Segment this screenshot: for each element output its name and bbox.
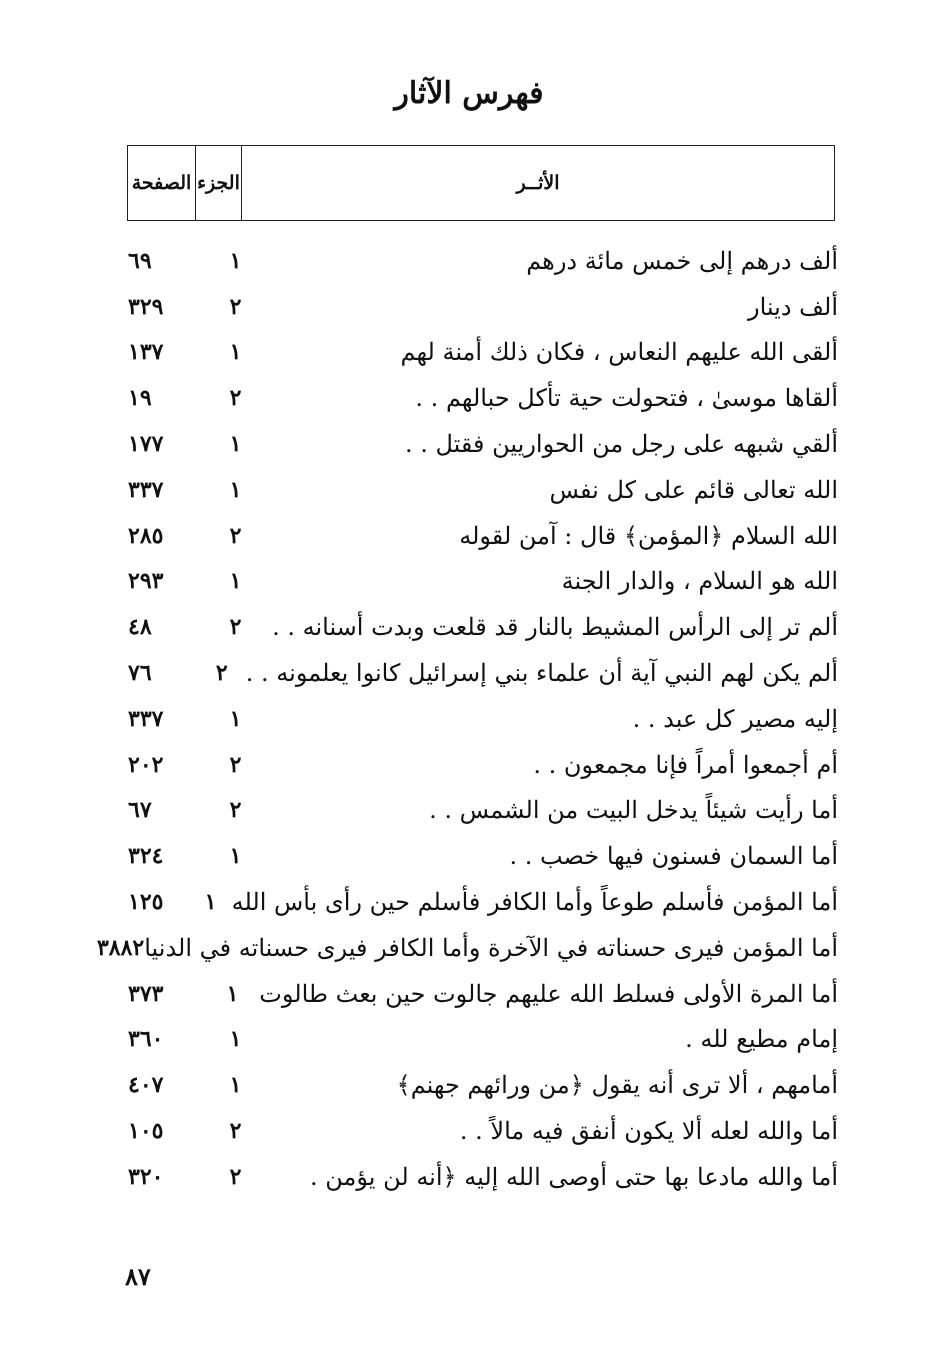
athar-text: ألم يكن لهم النبي آية أن علماء بني إسرائيل كانوا يعلمونه . .: [245, 659, 838, 688]
athar-page: ٣٨٨: [96, 934, 133, 961]
athar-part: ١: [229, 247, 242, 274]
table-row: [120, 1062, 838, 1108]
athar-page: ٢٩٣: [128, 568, 164, 595]
athar-page: ٣٣٧: [128, 705, 164, 732]
athar-part: ١: [229, 1026, 242, 1053]
athar-page: ٣٦٠: [128, 1026, 164, 1053]
athar-part: ١: [229, 339, 242, 366]
header-athar: الأثــر: [516, 172, 560, 194]
table-row: [120, 1017, 838, 1063]
athar-part: ٢: [229, 385, 242, 412]
athar-page: ٢٨٥: [128, 522, 164, 549]
athar-page: ١٧٧: [128, 431, 164, 458]
athar-part: ٢: [229, 293, 242, 320]
athar-text: أما والله لعله ألا يكون أنفق فيه مالاً . .: [459, 1117, 838, 1146]
athar-text: ألقاها موسىٰ ، فتحولت حية تأكل حبالهم . .: [415, 384, 838, 413]
athar-text: الله تعالى قائم على كل نفس: [549, 475, 838, 504]
table-row: [120, 513, 838, 559]
athar-text: ألقى الله عليهم النعاس ، فكان ذلك أمنة لهم: [400, 338, 838, 367]
athar-text: ألف درهم إلى خمس مائة درهم: [526, 246, 838, 275]
athar-page: ١٣٧: [128, 339, 164, 366]
athar-part: ١: [229, 431, 242, 458]
table-row: [120, 1154, 838, 1200]
table-row: [120, 879, 838, 925]
athar-part: ١: [226, 980, 239, 1007]
athar-part: ٢: [132, 934, 145, 961]
athar-page: ٣٢٠: [128, 1163, 164, 1190]
athar-text: إليه مصير كل عبد . .: [632, 704, 838, 733]
athar-text: أما المؤمن فأسلم طوعاً وأما الكافر فأسلم حين رأى بأس الله: [231, 888, 838, 917]
athar-part: ١: [204, 889, 217, 916]
header-page: الصفحة: [131, 172, 192, 194]
page-number: ٨٧: [125, 1262, 151, 1291]
table-row: [120, 742, 838, 788]
athar-page: ٦٩: [128, 247, 152, 274]
table-row: [96, 925, 838, 971]
athar-part: ١: [229, 1072, 242, 1099]
athar-part: ١: [229, 568, 242, 595]
athar-text: الله هو السلام ، والدار الجنة: [561, 567, 838, 596]
athar-page: ٣٧٣: [128, 980, 164, 1007]
athar-page: ٣٢٩: [128, 293, 164, 320]
athar-page: ٦٧: [128, 797, 152, 824]
athar-page: ٤٠٧: [128, 1072, 164, 1099]
athar-text: إمام مطيع لله .: [685, 1025, 838, 1054]
table-row: [120, 375, 838, 421]
athar-part: ٢: [229, 1163, 242, 1190]
athar-page: ٢٠٢: [128, 751, 164, 778]
athar-part: ٢: [229, 751, 242, 778]
athar-part: ٢: [229, 1118, 242, 1145]
athar-page: ١٠٥: [128, 1118, 164, 1145]
athar-text: ألم تر إلى الرأس المشيط بالنار قد قلعت وبدت أسنانه . .: [272, 613, 838, 642]
table-row: [120, 604, 838, 650]
athar-part: ٢: [229, 522, 242, 549]
table-row: [120, 696, 838, 742]
athar-part: ١: [229, 705, 242, 732]
athar-text: أما رأيت شيئاً يدخل البيت من الشمس . .: [429, 796, 838, 825]
athar-page: ١٢٥: [128, 889, 164, 916]
table-row: [120, 650, 838, 696]
table-row: [120, 284, 838, 330]
header-part: الجزء: [195, 146, 242, 220]
athar-text: أمامهم ، ألا ترى أنه يقول ﴿من ورائهم جهنم﴾: [396, 1071, 838, 1100]
table-row: [120, 421, 838, 467]
page-title: فهرس الآثار: [394, 76, 544, 111]
athar-text: أما والله مادعا بها حتى أوصى الله إليه ﴿أنه لن يؤمن .: [310, 1162, 838, 1191]
athar-text: أما المرة الأولى فسلط الله عليهم جالوت حين بعث طالوت: [259, 979, 838, 1008]
athar-page: ٤٨: [128, 614, 152, 641]
athar-page: ٣٢٤: [128, 843, 164, 870]
table-row: [120, 833, 838, 879]
table-row: [120, 788, 838, 834]
athar-part: ١: [229, 843, 242, 870]
athar-text: الله السلام ﴿المؤمن﴾ قال : آمن لقوله: [459, 521, 838, 550]
table-row: [120, 1108, 838, 1154]
table-row: [120, 238, 838, 284]
athar-part: ١: [229, 476, 242, 503]
athar-part: ٢: [229, 614, 242, 641]
athar-part: ٢: [215, 660, 228, 687]
athar-text: أما المؤمن فيرى حسناته في الآخرة وأما الكافر فيرى حسناته في الدنيا: [144, 933, 838, 962]
athar-page: ١٩: [128, 385, 152, 412]
index-rows: [96, 238, 838, 1200]
athar-text: أما السمان فسنون فيها خصب . .: [509, 842, 838, 871]
table-row: [120, 467, 838, 513]
table-row: [120, 971, 838, 1017]
athar-page: ٣٣٧: [128, 476, 164, 503]
table-row: [120, 559, 838, 605]
athar-page: ٧٦: [128, 660, 152, 687]
table-header: [127, 145, 835, 221]
athar-text: أم أجمعوا أمراً فإنا مجمعون . .: [533, 750, 838, 779]
athar-part: ٢: [229, 797, 242, 824]
athar-text: ألف دينار: [748, 292, 838, 321]
athar-text: ألقي شبهه على رجل من الحواريين فقتل . .: [404, 430, 838, 459]
table-row: [120, 330, 838, 376]
